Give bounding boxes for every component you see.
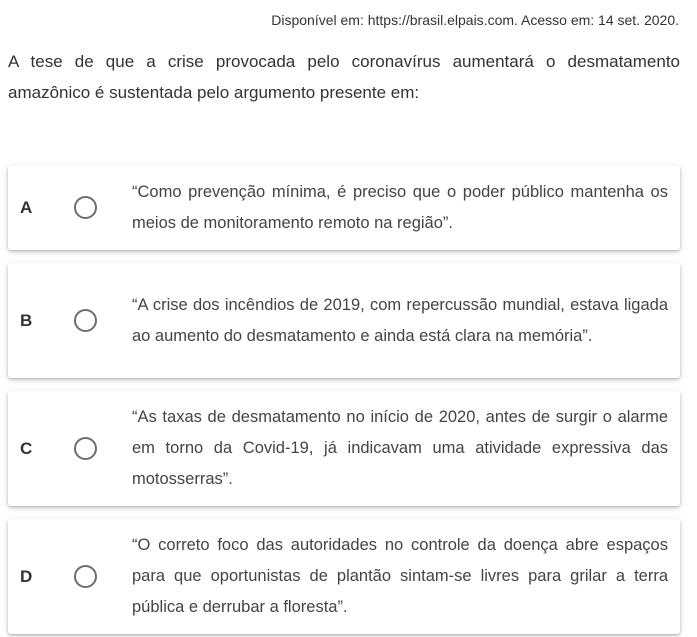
option-text: “A crise dos incêndios de 2019, com repercussão mundial, estava ligada ao aumento do desmatamento e ainda está clara na memória”.	[132, 295, 668, 345]
option-d[interactable]	[8, 519, 680, 634]
options-list	[8, 165, 680, 637]
option-a[interactable]	[8, 165, 680, 250]
option-text: “O correto foco das autoridades no controle da doença abre espaços para que oportunistas de plantão sintam-se livres para grilar a terra pública e derrubar a floresta”.	[132, 536, 668, 616]
radio-button-icon[interactable]	[74, 565, 97, 588]
radio-button-icon[interactable]	[74, 196, 97, 219]
question-text: A tese de que a crise provocada pelo coronavírus aumentará o desmatamento amazônico é sustentada pelo argumento presente em:	[8, 52, 680, 102]
option-letter: D	[20, 566, 33, 586]
option-letter: C	[20, 438, 33, 458]
option-letter: A	[20, 197, 33, 217]
radio-button-icon[interactable]	[74, 309, 97, 332]
option-b[interactable]	[8, 263, 680, 378]
option-c[interactable]	[8, 391, 680, 506]
radio-button-icon[interactable]	[74, 437, 97, 460]
option-text: “Como prevenção mínima, é preciso que o poder público mantenha os meios de monitoramento remoto na região”.	[132, 182, 668, 232]
option-letter: B	[20, 310, 33, 330]
source-citation: Disponível em: https://brasil.elpais.com. Acesso em: 14 set. 2020.	[271, 12, 679, 28]
option-text: “As taxas de desmatamento no início de 2020, antes de surgir o alarme em torno da Covid-19, já indicavam uma atividade expressiva das motosserras”.	[132, 408, 668, 488]
